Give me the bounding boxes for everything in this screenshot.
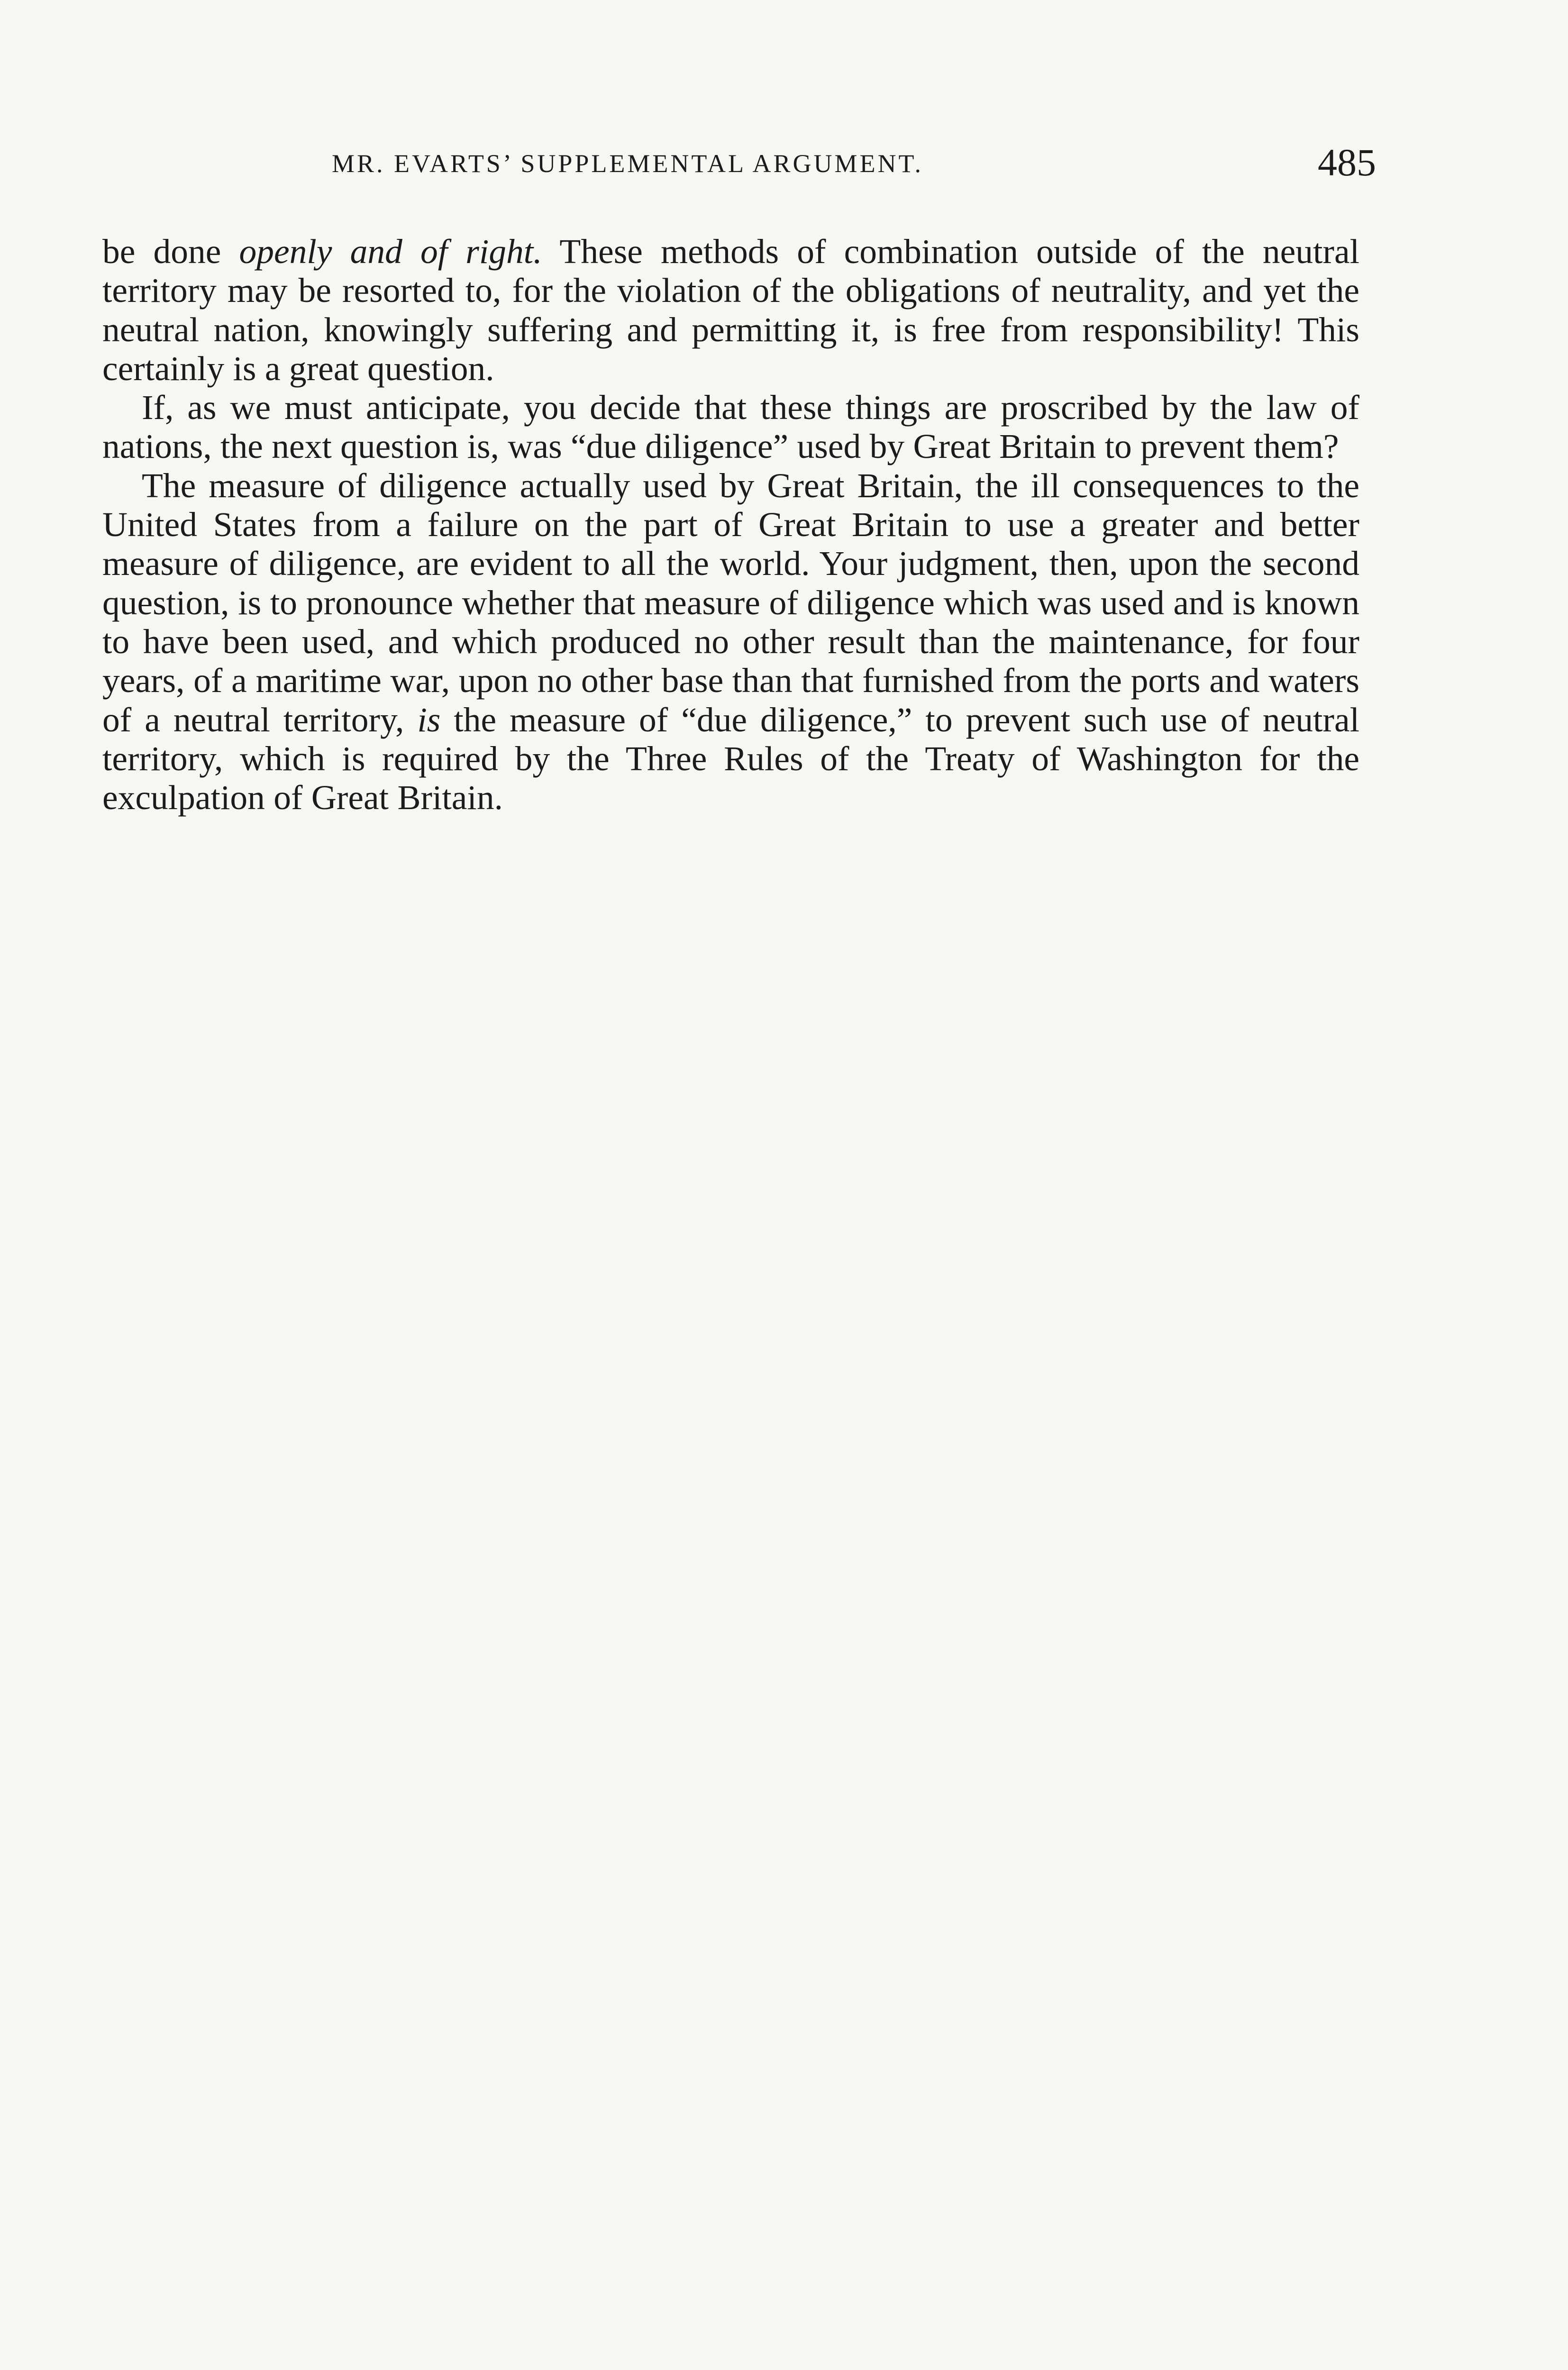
paragraph-1 [102,232,1359,388]
paragraph-3-italic: is [417,700,441,739]
paragraph-2-text: If, as we must anticipate, you decide that these things are proscribed by the law of nations, the next question is, was “due diligence” used by Great Britain to prevent them? [102,388,1359,466]
page-number: 485 [1318,141,1376,184]
paragraph-1-italic: openly and of right. [239,232,542,271]
paragraph-3 [102,466,1359,818]
running-title: MR. EVARTS’ SUPPLEMENTAL ARGUMENT. [332,149,924,178]
paragraph-1-text: be done [102,232,239,271]
paragraph-3-text: The measure of diligence actually used by Great Britain, the ill consequences to the United States from a failure on the part of Great Britain to use a greater and better measure of diligence, are evident to all the world. Your judgment, then, upon the second question, is to pronounce whether that measure of diligence which was used and is known to have been used, and which produced no other result than the maintenance, for four years, of a maritime war, upon no other base than that furnished from the ports and waters of a neutral territory, [102,466,1359,739]
paragraph-2 [102,388,1359,466]
paragraph-1-text-2: These methods of combination outside of the neutral territory may be resorted to, for the violation of the obligations of neutrality, and yet the neutral nation, knowingly suffering and permitting it, is free from responsibility! This certainly is a great question. [102,232,1359,388]
body-text [102,232,1359,817]
paragraph-3-text-2: the measure of “due diligence,” to prevent such use of neutral territory, which is required by the Three Rules of the Treaty of Washington for the exculpation of Great Britain. [102,700,1359,817]
